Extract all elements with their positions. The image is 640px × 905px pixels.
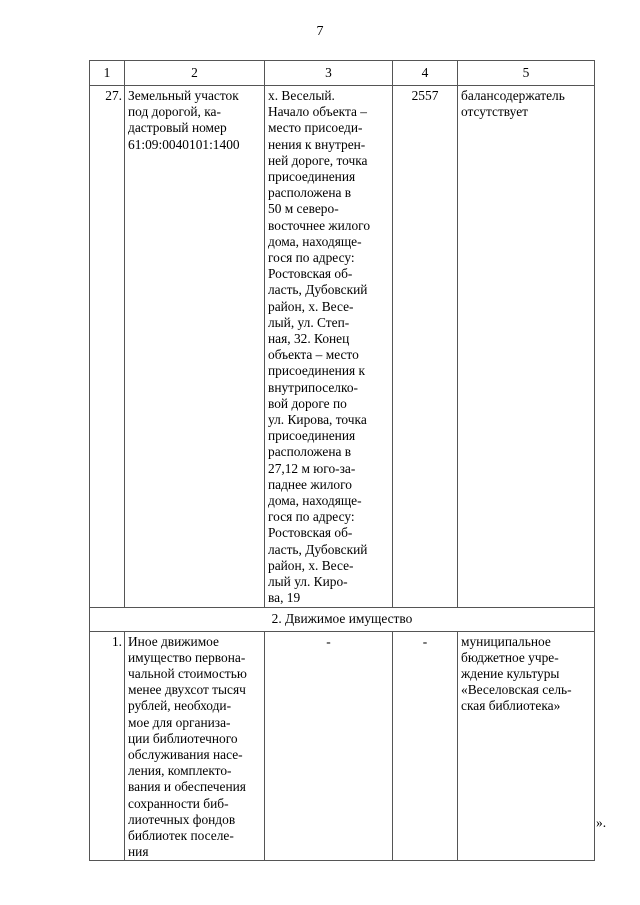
page-number: 7 [316,24,324,39]
section-heading-row [90,607,595,631]
holder-cell: муниципальное бюджетное учре- ждение культуры «Веселовская сель- ская библиотека» [458,631,595,861]
section-title: 2. Движимое имущество [90,607,595,631]
table-header-row [90,61,595,86]
table-row [90,86,595,608]
location-cell: х. Веселый. Начало объекта – место присоеди- нения к внутрен- ней дороге, точка присоединения расположена в 50 м северо- восточнее жилого дома, находяще- гося по адресу: Ростовская об- ласть, Дубовский район, х. Весе- лый, ул. Степ- ная, 32. Конец объекта – место присоединения к внутрипоселко- вой дороге по ул. Кирова, точка присоединения расположена в 27,12 м юго-за- паднее жилого дома, находяще- гося по адресу: Ростовская об- ласть, Дубовский район, х. Весе- лый ул. Киро- ва, 19 [265,86,393,608]
object-name-cell: Иное движимое имущество первона- чальной стоимостью менее двухсот тысяч рублей, необходи- мое для организа- ции библиотечного обслуживания насе- ления, комплекто- вания и обеспечения сохранности биб- лиотечных фондов библиотек поселе- ния [125,631,265,861]
header-cell: 5 [458,61,595,86]
header-cell: 2 [125,61,265,86]
header-cell: 4 [393,61,458,86]
value-cell: 2557 [393,86,458,608]
table-row [90,631,595,861]
row-number-cell: 27. [90,86,125,608]
property-registry-table [89,60,595,861]
header-cell: 1 [90,61,125,86]
location-cell: - [265,631,393,861]
object-name-cell: Земельный участок под дорогой, ка- дастровый номер 61:09:0040101:1400 [125,86,265,608]
value-cell: - [393,631,458,861]
header-cell: 3 [265,61,393,86]
holder-cell: балансодержатель отсутствует [458,86,595,608]
closing-quote-mark: ». [596,815,607,830]
row-number-cell: 1. [90,631,125,861]
